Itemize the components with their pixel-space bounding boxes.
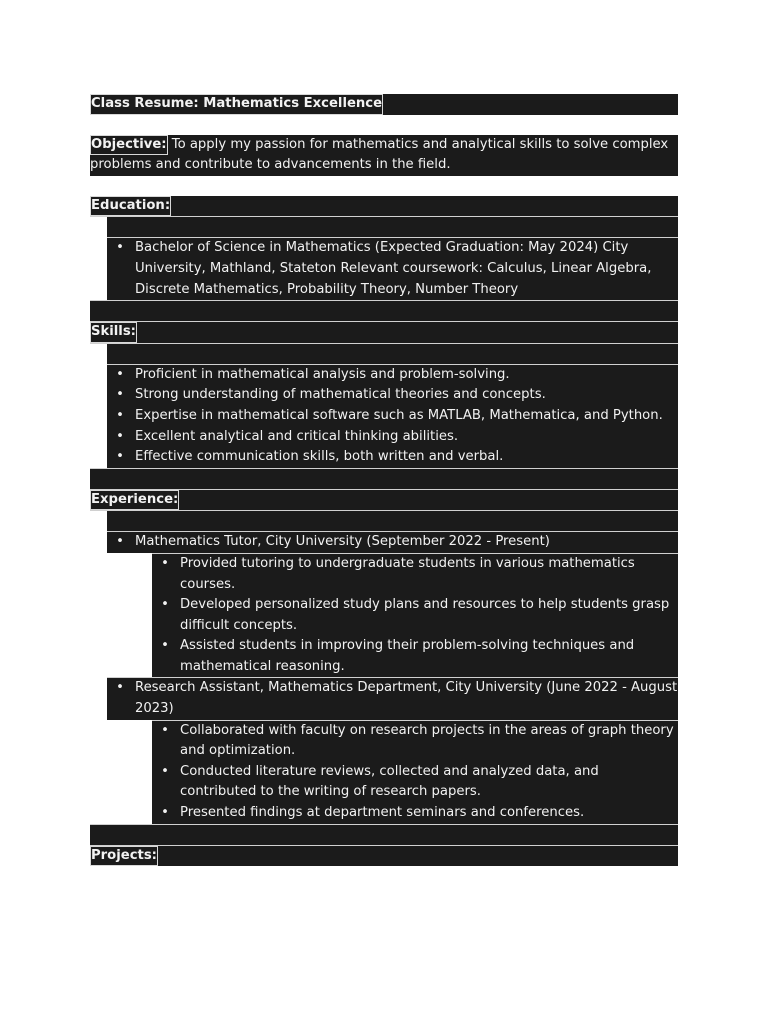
skills-heading-row bbox=[90, 322, 678, 343]
skill-text: Expertise in mathematical software such as MATLAB, Mathematica, and Python. bbox=[135, 407, 663, 423]
bullet-icon: • bbox=[116, 387, 124, 403]
bullet-icon: • bbox=[116, 534, 124, 550]
list-item bbox=[152, 762, 678, 803]
job-detail-text: Developed personalized study plans and resources to help students grasp difficult concepts. bbox=[180, 597, 670, 633]
job-title: Mathematics Tutor, City University (September 2022 - Present) bbox=[135, 534, 550, 550]
job-detail-text: Conducted literature reviews, collected and analyzed data, and contributed to the writing of research papers. bbox=[180, 763, 599, 800]
bullet-icon: • bbox=[161, 805, 169, 821]
skill-text: Excellent analytical and critical thinking abilities. bbox=[135, 428, 459, 444]
objective-label: Objective: bbox=[90, 135, 168, 156]
job-details-list bbox=[152, 721, 678, 824]
bullet-icon: • bbox=[161, 555, 169, 571]
experience-heading-row bbox=[90, 490, 678, 511]
bullet-icon: • bbox=[161, 722, 169, 738]
job-title: Research Assistant, Mathematics Department, City University (June 2022 - August 2023) bbox=[135, 680, 678, 717]
bullet-icon: • bbox=[116, 366, 124, 382]
job-details-list bbox=[152, 554, 678, 678]
projects-heading: Projects: bbox=[90, 846, 158, 867]
spacer bbox=[90, 176, 678, 196]
blank-row bbox=[90, 469, 678, 489]
list-item bbox=[107, 447, 678, 468]
list-item bbox=[152, 636, 678, 677]
list-item bbox=[152, 721, 678, 762]
job-title-item bbox=[107, 532, 678, 553]
spacer bbox=[90, 115, 678, 135]
list-item bbox=[107, 365, 678, 386]
bullet-icon: • bbox=[116, 428, 124, 444]
education-item-text: Bachelor of Science in Mathematics (Expected Graduation: May 2024) City University, Mathland, Stateton Relevant coursework: Calculus, Linear Algebra, Discrete Mathematics, Probability Theory, Number Theory bbox=[135, 240, 652, 297]
list-item bbox=[152, 595, 678, 636]
blank-row bbox=[107, 217, 678, 237]
document-title: Class Resume: Mathematics Excellence bbox=[90, 94, 383, 115]
job-detail-text: Collaborated with faculty on research projects in the areas of graph theory and optimization. bbox=[180, 722, 674, 759]
title-row bbox=[90, 94, 678, 115]
education-heading: Education: bbox=[90, 196, 171, 217]
bullet-icon: • bbox=[116, 240, 124, 256]
objective-text: To apply my passion for mathematics and analytical skills to solve complex problems and contribute to advancements in the field. bbox=[90, 136, 669, 173]
job-detail-text: Provided tutoring to undergraduate students in various mathematics courses. bbox=[180, 555, 635, 592]
list-item bbox=[107, 385, 678, 406]
blank-row bbox=[107, 344, 678, 364]
bullet-icon: • bbox=[116, 449, 124, 465]
skill-text: Proficient in mathematical analysis and problem-solving. bbox=[135, 366, 510, 382]
objective-paragraph bbox=[90, 135, 678, 176]
bullet-icon: • bbox=[116, 407, 124, 423]
blank-row bbox=[90, 301, 678, 321]
projects-heading-row bbox=[90, 846, 678, 867]
education-heading-row bbox=[90, 196, 678, 217]
list-item bbox=[107, 238, 678, 300]
job-title-item bbox=[107, 678, 678, 719]
resume-document bbox=[90, 94, 678, 866]
list-item bbox=[152, 803, 678, 824]
experience-heading: Experience: bbox=[90, 490, 179, 511]
list-item bbox=[107, 427, 678, 448]
bullet-icon: • bbox=[116, 680, 124, 696]
skill-text: Strong understanding of mathematical theories and concepts. bbox=[135, 387, 546, 403]
blank-row bbox=[90, 825, 678, 845]
skill-text: Effective communication skills, both written and verbal. bbox=[135, 449, 504, 465]
bullet-icon: • bbox=[161, 597, 169, 613]
blank-row bbox=[107, 511, 678, 531]
skills-heading: Skills: bbox=[90, 322, 137, 343]
skills-list bbox=[107, 365, 678, 468]
job-detail-text: Assisted students in improving their problem-solving techniques and mathematical reasoning. bbox=[180, 638, 635, 674]
bullet-icon: • bbox=[161, 763, 169, 779]
list-item bbox=[107, 406, 678, 427]
job-detail-text: Presented findings at department seminars and conferences. bbox=[180, 805, 585, 821]
list-item bbox=[152, 554, 678, 595]
bullet-icon: • bbox=[161, 638, 169, 654]
